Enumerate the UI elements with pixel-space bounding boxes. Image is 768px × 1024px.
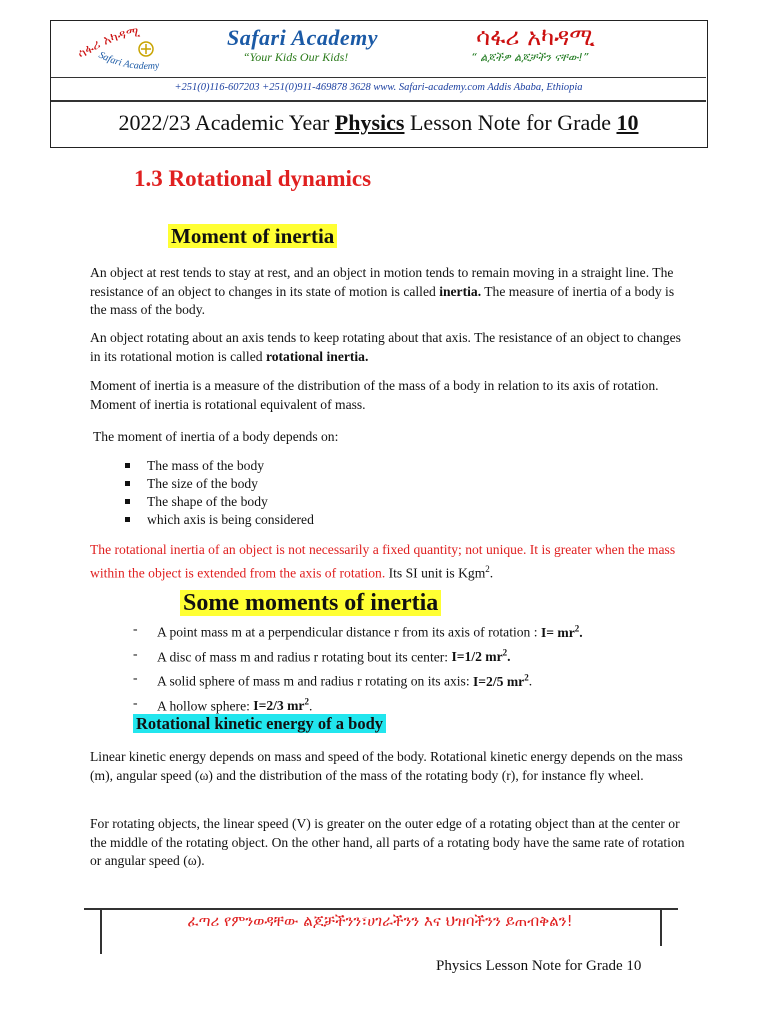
item-end: . (528, 673, 533, 689)
list-item (133, 692, 583, 717)
item-formula: I=2/5 mr (473, 673, 525, 689)
p5-sup: 2 (485, 563, 490, 574)
brand-name: Safari Academy (227, 25, 378, 50)
title-row (51, 101, 706, 148)
list-item (133, 643, 583, 668)
some-moments-heading-text: Some moments of inertia (180, 590, 441, 616)
item-text: A solid sphere of mass m and radius r rotating on its axis: (157, 673, 474, 689)
list-item: The size of the body (125, 475, 314, 493)
contact-info: +251(0)116-607203 +251(0)911-469878 3628 www. Safari-academy.com Addis Ababa, Ethiopia (174, 82, 583, 93)
paragraph-inertia (90, 264, 690, 320)
item-end: . (579, 624, 583, 640)
item-formula: I=1/2 mr (451, 649, 503, 665)
safari-academy-logo (71, 23, 221, 75)
title-middle: Lesson Note for Grade (404, 110, 617, 135)
item-end: . (507, 649, 511, 665)
list-item (133, 618, 583, 643)
p5-end: . (489, 565, 494, 581)
some-moments-heading (180, 590, 441, 617)
title-grade: 10 (616, 110, 639, 135)
paragraph-si-unit (90, 541, 690, 583)
logo-arc-bottom-text: Safari Academy (96, 49, 160, 73)
item-sup: 2 (524, 672, 529, 683)
item-end: . (308, 698, 313, 714)
footer-page-note: Physics Lesson Note for Grade 10 (436, 958, 642, 974)
rotational-ke-heading (133, 714, 386, 734)
page-title (51, 110, 706, 136)
item-sup: 2 (574, 623, 580, 633)
item-text: A hollow sphere: (157, 698, 254, 714)
title-subject: Physics (334, 110, 405, 135)
list-item: The mass of the body (125, 457, 314, 475)
title-prefix: 2022/23 Academic Year (118, 110, 335, 135)
footer-rule (84, 908, 678, 910)
logo-arc-top-text: ሳፋሪ አካዳሚ (74, 25, 141, 63)
paragraph-moment-definition: Moment of inertia is a measure of the distribution of the mass of a body in relation to its axis of rotation. Moment of inertia is rotational equivalent of mass. (90, 378, 659, 412)
section-title: 1.3 Rotational dynamics (134, 166, 372, 191)
item-sup: 2 (304, 696, 309, 707)
moment-heading (168, 224, 337, 249)
footer-right-rule (660, 908, 662, 946)
item-text: A disc of mass m and radius r rotating bout its center: (157, 649, 452, 665)
rotational-ke-heading-text: Rotational kinetic energy of a body (133, 714, 386, 733)
moments-list (133, 618, 583, 716)
paragraph-linear-speed: For rotating objects, the linear speed (V) is greater on the outer edge of a rotating object than at the center or the middle of the rotating object. On the other hand, all parts of a rotating body have the same rate of rotation or angular speed (ω). (90, 816, 685, 868)
logo-emblem-icon (139, 42, 153, 56)
contact-row (51, 77, 706, 101)
paragraph-depends-on: The moment of inertia of a body depends on: (93, 429, 339, 444)
p1-text: An object at rest tends to stay at rest, and an object in motion tends to remain moving in a straight line. The resistance of an object to changes in its state of motion is called (90, 265, 674, 299)
item-formula: I=2/3 mr (253, 698, 305, 714)
amharic-slogan: “ ልጆችዎ ልጆቻችን ናቸው!” (471, 51, 589, 64)
footer-amharic-blessing: ፈጣሪ የምንወዳቸው ልጆቻችንን፣ሀገራችንን እና ህዝባችንን ይጠብቅልን! (187, 912, 573, 930)
p1-bold: inertia. (439, 283, 482, 299)
list-item: which axis is being considered (125, 511, 314, 529)
depends-list (125, 457, 314, 529)
p2-bold: rotational inertia. (265, 348, 369, 364)
header-box (50, 20, 708, 148)
paragraph-rke: Linear kinetic energy depends on mass and speed of the body. Rotational kinetic energy depends on the mass (m), angular speed (ω) and the distribution of the mass of the rotating body (r), for instance fly wheel. (90, 749, 683, 783)
list-item: The shape of the body (125, 493, 314, 511)
p5-si-text: Its SI unit is Kgm (385, 565, 486, 581)
brand-slogan: “Your Kids Our Kids! (243, 50, 349, 64)
p2-text: An object rotating about an axis tends to keep rotating about that axis. The resistance of an object to changes in its rotational motion is called (90, 330, 681, 364)
item-text: A point mass m at a perpendicular distance r from its axis of rotation : (157, 624, 541, 640)
paragraph-rotational-inertia (90, 329, 690, 366)
item-formula: I= mr (540, 624, 575, 640)
moment-heading-text: Moment of inertia (168, 224, 337, 248)
p1-text-end: The measure of inertia of a body is the mass of the body. (90, 283, 675, 317)
list-item (133, 667, 583, 692)
header-brand-row (51, 21, 706, 75)
item-sup: 2 (502, 647, 508, 658)
amharic-brand-name: ሳፋሪ አካዳሚ (476, 23, 595, 51)
p5-red-text: The rotational inertia of an object is not necessarily a fixed quantity; not unique. It is greater when the mass within the object is extended from the axis of rotation. (90, 542, 676, 581)
